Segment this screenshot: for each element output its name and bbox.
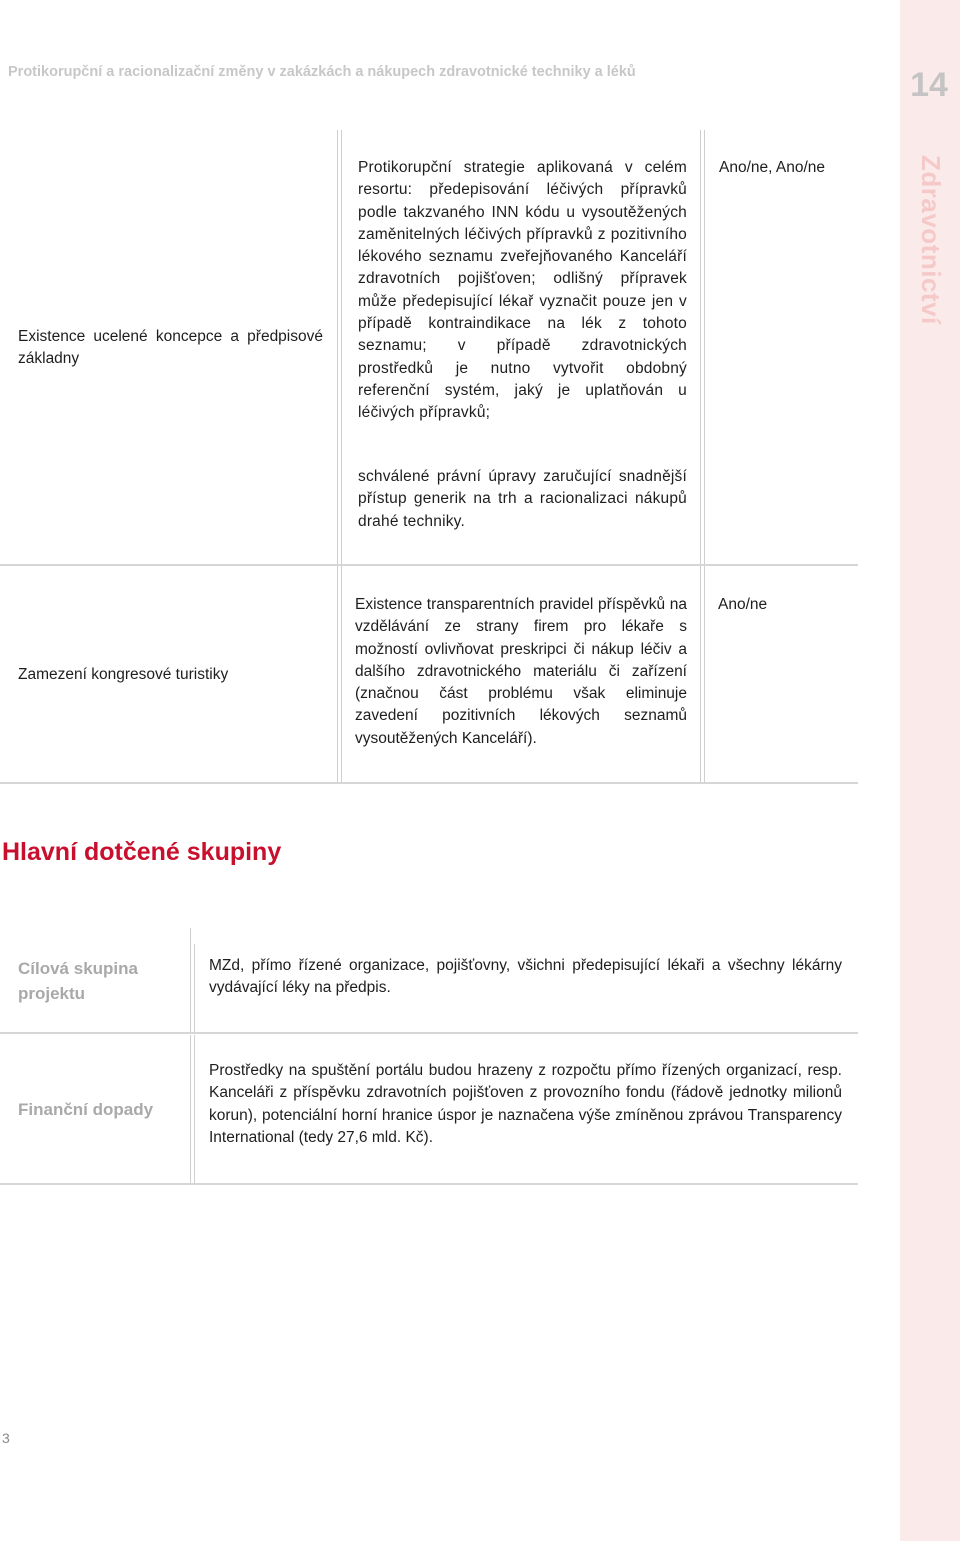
criterion-cell: Existence ucelené koncepce a předpisové základny (18, 328, 323, 368)
table-divider (341, 566, 342, 783)
group-text: MZd, přímo řízené organizace, pojišťovny, všichni předepisující lékaři a všechny lékárny vydávající léky na předpis. (209, 957, 842, 997)
table-divider (190, 1035, 191, 1185)
table-divider (700, 130, 701, 565)
table-divider (704, 130, 705, 565)
table-divider (704, 566, 705, 783)
table-divider (194, 1035, 195, 1185)
group-label: Cílová skupina projektu (18, 959, 138, 1003)
group-label: Finanční dopady (18, 1100, 154, 1119)
table-divider (190, 928, 191, 1033)
table-divider (337, 566, 338, 783)
description-cell: Existence transparentních pravidel příspěvků na vzdělávání ze strany firem pro lékaře s možností ovlivňovat preskripci či nákup léčiv a dalšího zdravotnického materiálu či zařízení (značnou část problému však eliminuje zavedení pozitivních lékových seznamů vysoutěžených Kanceláří). (355, 596, 687, 747)
section-heading: Hlavní dotčené skupiny (2, 838, 282, 866)
criterion-cell: Zamezení kongresové turistiky (18, 666, 229, 683)
table-row-separator (0, 564, 858, 566)
side-section-label: Zdravotnictví (916, 155, 946, 325)
group-text: Prostředky na spuštění portálu budou hrazeny z rozpočtu přímo řízených organizací, resp. Kanceláři z příspěvku zdravotních pojišťoven z provozního fondu (řádově jednotky milionů korun), potenciální horní hranice úspor je naznačena výše zmíněnou zprávou Transparency International (tedy 27,6 mld. Kč). (209, 1062, 842, 1146)
table-row-separator (0, 782, 858, 784)
table-divider (700, 566, 701, 783)
description-cell: Protikorupční strategie aplikovaná v celém resortu: předepisování léčivých přípravků podle takzvaného INN kódu u vysoutěžených zaměnitelných léčivých přípravků z pozitivního lékového seznamu zveřejňovaného Kanceláří zdravotních pojišťoven; odlišný přípravek může předepisující lékař vyznačit pouze jen v případě kontraindikace na lék z tohoto seznamu; v případě zdravotnických prostředků je nutno vytvořit obdobný referenční systém, jaký je uplatňován u léčivých přípravků; (358, 159, 687, 422)
chapter-number: 14 (910, 66, 948, 104)
table-divider (194, 944, 195, 1033)
running-header: Protikorupční a racionalizační změny v zakázkách a nákupech zdravotnické techniky a léků (8, 64, 636, 80)
table-row-separator (0, 1032, 858, 1034)
table-divider (341, 130, 342, 565)
footer-page-number: 3 (2, 1430, 10, 1446)
answer-cell: Ano/ne, Ano/ne (719, 159, 826, 176)
table-divider (337, 130, 338, 565)
answer-cell: Ano/ne (718, 596, 768, 613)
table-row-separator (0, 1183, 858, 1185)
description-cell-continuation: schválené právní úpravy zaručující snadnější přístup generik na trh a racionalizaci nákupů drahé techniky. (358, 468, 687, 530)
